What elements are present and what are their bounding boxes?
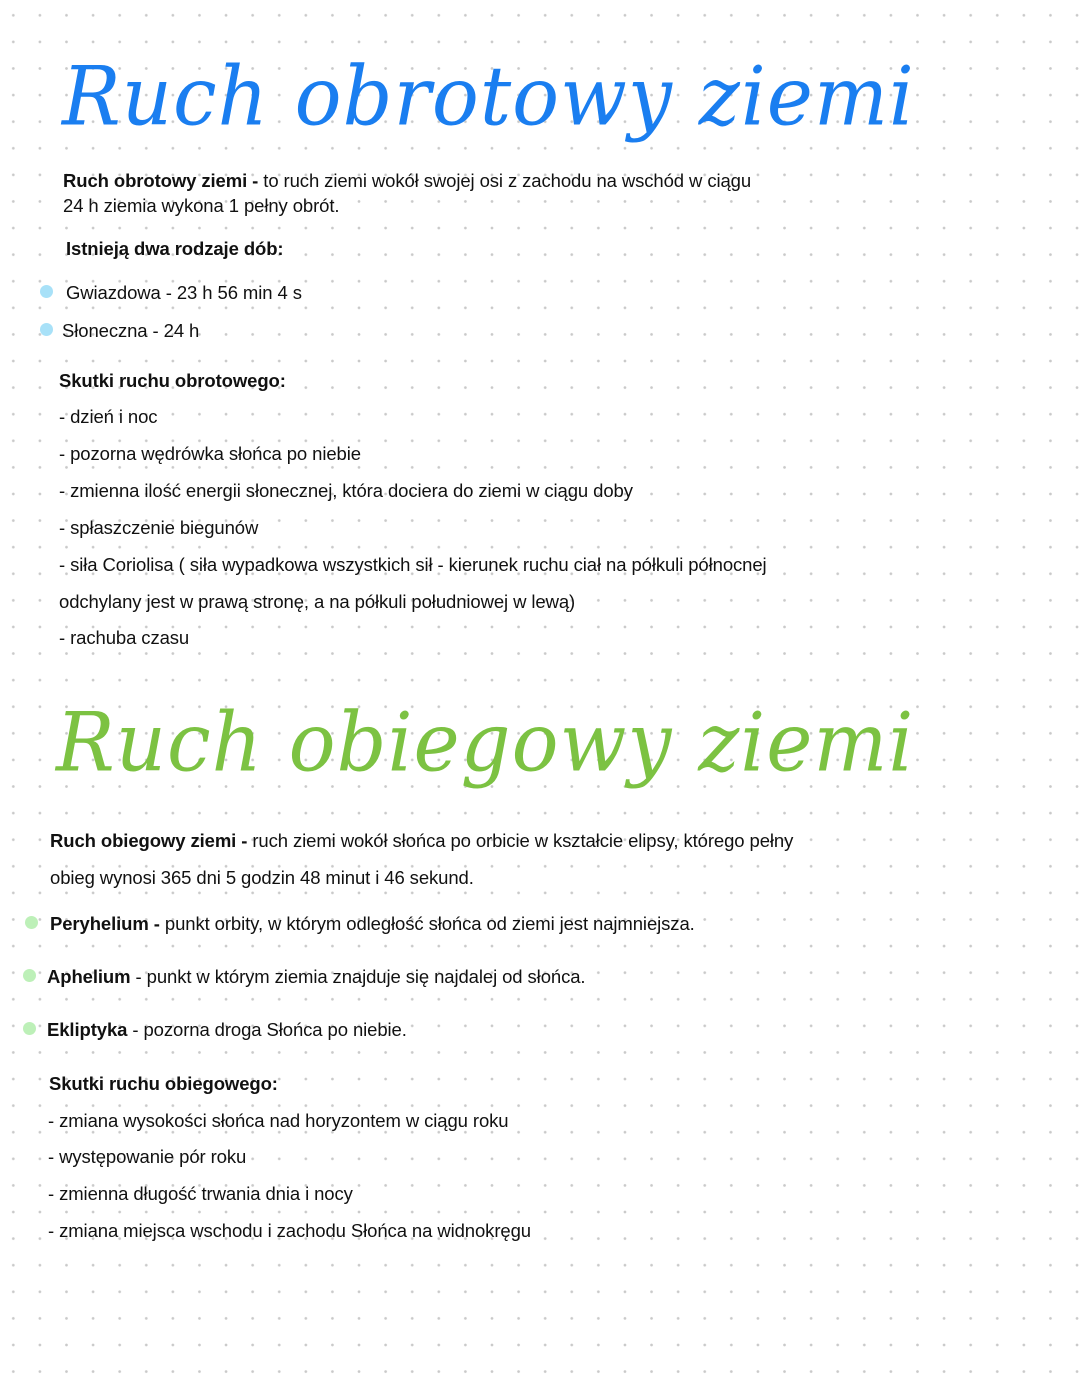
section1-days-heading (66, 238, 283, 260)
cyan-dot-icon (40, 285, 53, 298)
section1-definition-term: Ruch obrotowy ziemi - (63, 170, 259, 191)
effect-item-continuation: odchylany jest w prawą stronę, a na półkuli południowej w lewą) (59, 591, 576, 612)
section1-definition-line1 (63, 170, 751, 192)
effect-item: - zmienna długość trwania dnia i nocy (48, 1183, 353, 1204)
effect-item: - występowanie pór roku (48, 1146, 247, 1167)
green-dot-icon (23, 1022, 36, 1035)
cyan-dot-icon (40, 323, 53, 336)
day-type-item: Słoneczna - 24 h (62, 320, 200, 341)
section2-definition-text: ruch ziemi wokół słońca po orbicie w kształcie elipsy, którego pełny (247, 830, 794, 851)
days-heading-text: Istnieją dwa rodzaje dób: (66, 238, 284, 259)
orbit-term-text: - pozorna droga Słońca po niebie. (127, 1019, 407, 1040)
effect-item: - dzień i noc (59, 406, 158, 427)
effect-item: - zmienna ilość energii słonecznej, która dociera do ziemi w ciągu doby (59, 480, 633, 501)
effect-item: - siła Coriolisa ( siła wypadkowa wszystkich sił - kierunek ruchu ciał na półkuli północnej (59, 554, 767, 575)
day-type-item: Gwiazdowa - 23 h 56 min 4 s (66, 282, 302, 303)
section1-definition-line2: 24 h ziemia wykona 1 pełny obrót. (63, 195, 340, 216)
effects-heading-text: Skutki ruchu obiegowego: (49, 1073, 278, 1094)
green-dot-icon (25, 916, 38, 929)
effect-item: - pozorna wędrówka słońca po niebie (59, 443, 361, 464)
orbit-term-text: - punkt w którym ziemia znajduje się najdalej od słońca. (130, 966, 586, 987)
section1-effects-heading (59, 370, 286, 392)
orbit-term-text: punkt orbity, w którym odległość słońca od ziemi jest najmniejsza. (159, 913, 695, 934)
section2-title: Ruch obiegowy ziemi (56, 695, 915, 791)
section1-definition-text: to ruch ziemi wokół swojej osi z zachodu na wschód w ciągu (258, 170, 752, 191)
section1-title: Ruch obrotowy ziemi (62, 49, 915, 145)
section2-definition-line2: obieg wynosi 365 dni 5 godzin 48 minut i 46 sekund. (50, 867, 474, 888)
effect-item: - spłaszczenie biegunów (59, 517, 259, 538)
orbit-term-name: Ekliptyka (47, 1019, 128, 1040)
effects-heading-text: Skutki ruchu obrotowego: (59, 370, 286, 391)
orbit-term-name: Aphelium (47, 966, 131, 987)
section2-effects-heading (49, 1073, 278, 1095)
section2-definition-line1 (50, 830, 793, 852)
effect-item: - zmiana miejsca wschodu i zachodu Słońca na widnokręgu (48, 1220, 531, 1241)
effect-item: - rachuba czasu (59, 627, 190, 648)
green-dot-icon (23, 969, 36, 982)
orbit-term-name: Peryhelium - (50, 913, 160, 934)
effect-item: - zmiana wysokości słońca nad horyzontem w ciągu roku (48, 1110, 509, 1131)
orbit-term-item (47, 1019, 407, 1041)
orbit-term-item (47, 966, 585, 988)
section2-definition-term: Ruch obiegowy ziemi - (50, 830, 248, 851)
orbit-term-item (50, 913, 695, 935)
